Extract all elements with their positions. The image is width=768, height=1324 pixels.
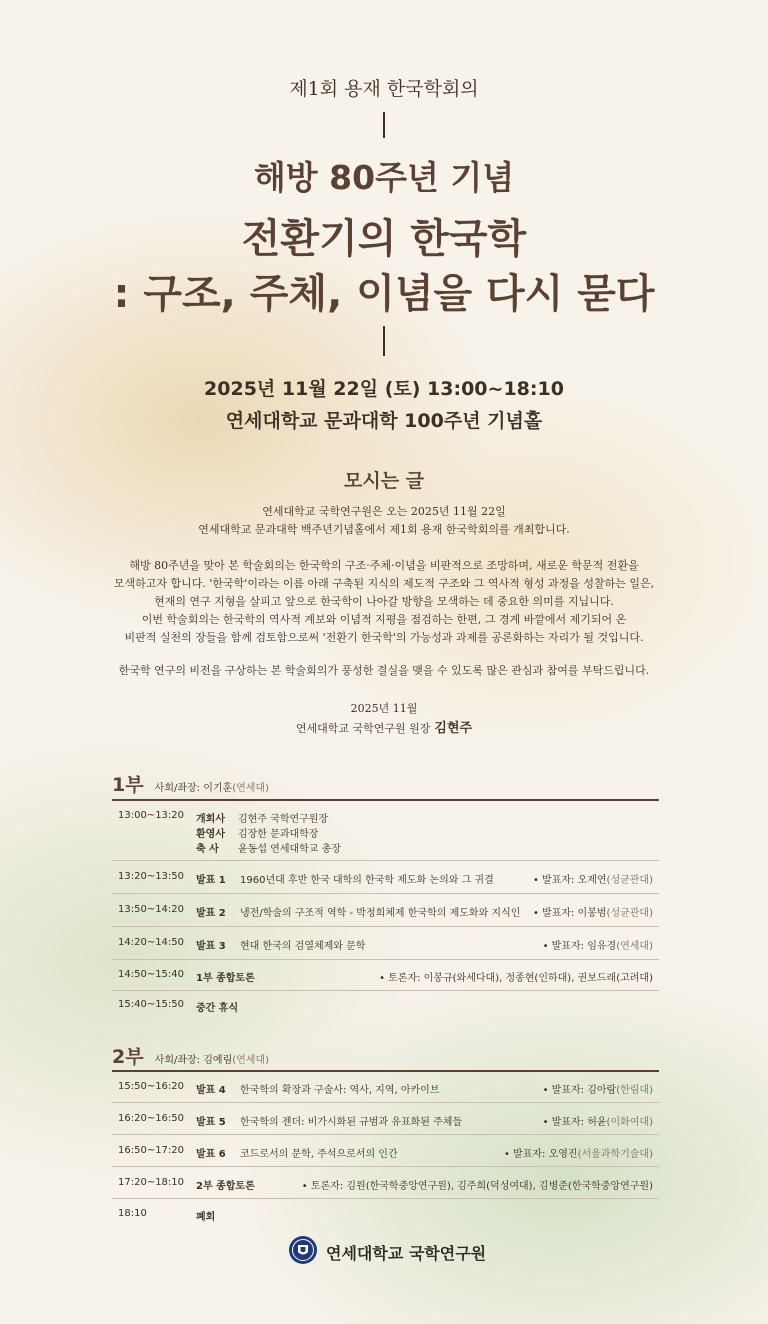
speaker-name: • 발표자: 허윤 — [542, 1117, 607, 1128]
divider-bar-bottom — [383, 326, 385, 356]
row-label: 폐회 — [196, 1212, 216, 1223]
moderator-role: 사회/좌장: — [154, 1055, 201, 1066]
speaker-affiliation: (이화여대) — [606, 1117, 653, 1128]
invitation-line: 이번 학술회의는 한국학의 역사적 계보와 이념적 지평을 점검하는 한편, 그 경계 바깥에서 제기되어 온 — [141, 613, 627, 626]
row-label: 발표 5 — [196, 1117, 226, 1128]
moderator-name: 김예림 — [203, 1055, 233, 1066]
program-row — [112, 991, 659, 1019]
row-time: 14:50~15:40 — [118, 969, 185, 980]
subtitle: 해방 80주년 기념 — [253, 158, 515, 197]
opening-role: 축 사 — [196, 844, 219, 855]
program-row — [112, 894, 659, 927]
row-time: 13:20~13:50 — [118, 871, 185, 882]
invitation-paragraph-3: 한국학 연구의 비전을 구상하는 본 학술회의가 풍성한 결실을 맺을 수 있도록 많은 관심과 참여를 부탁드립니다. — [118, 664, 650, 677]
row-title: 코드로서의 문학, 주석으로서의 인간 — [240, 1149, 398, 1160]
opening-role: 환영사 — [196, 829, 225, 840]
row-title: 한국학의 확장과 구술사: 역사, 지역, 아카이브 — [240, 1085, 440, 1096]
invitation-line: 연세대학교 문과대학 백주년기념홀에서 제1회 용재 한국학회의를 개최합니다. — [198, 523, 570, 536]
row-label: 발표 4 — [196, 1085, 226, 1096]
moderator-affiliation: (연세대) — [232, 783, 270, 794]
session-1-header — [112, 770, 269, 797]
row-speaker — [543, 1113, 653, 1128]
divider-bar-top — [383, 112, 385, 138]
row-time: 16:50~17:20 — [118, 1145, 185, 1156]
opening-desc: 국학연구원장 — [270, 814, 329, 825]
row-speaker — [543, 937, 653, 952]
row-speaker — [533, 904, 653, 919]
row-speaker: • 토론자: 이봉규(와세다대), 정종현(인하대), 권보드래(고려대) — [379, 973, 653, 984]
row-time: 15:50~16:20 — [118, 1081, 185, 1092]
opening-name: 김현주 — [238, 814, 267, 825]
row-time: 14:20~14:50 — [118, 937, 185, 948]
opening-item — [196, 825, 318, 840]
row-label: 중간 휴식 — [196, 1003, 239, 1014]
signature-date: 2025년 11월 — [350, 702, 418, 715]
speaker-affiliation: (성균관대) — [606, 908, 653, 919]
program-row — [112, 861, 659, 894]
moderator-role: 사회/좌장: — [154, 783, 201, 794]
row-label: 2부 종합토론 — [196, 1181, 255, 1192]
series-title: 제1회 용재 한국학회의 — [289, 78, 479, 100]
opening-desc: 연세대학교 총장 — [270, 844, 341, 855]
row-title: 현대 한국의 검열체제와 문학 — [240, 941, 366, 952]
opening-role: 개회사 — [196, 814, 225, 825]
row-speaker — [543, 1081, 653, 1096]
row-title: 냉전/학술의 구조적 역학 - 박정희체제 한국학의 제도화와 지식인 — [240, 908, 521, 919]
program-row — [112, 1167, 659, 1199]
event-venue: 연세대학교 문과대학 100주년 기념홀 — [225, 410, 543, 432]
program-row — [112, 960, 659, 991]
speaker-name: • 발표자: 오제연 — [532, 875, 607, 886]
main-title-line1: 전환기의 한국학 — [241, 216, 527, 262]
program-row — [112, 927, 659, 960]
footer-organization — [288, 1235, 488, 1267]
moderator-name: 이기훈 — [203, 783, 233, 794]
row-label: 1부 종합토론 — [196, 973, 255, 984]
session-1-label: 1부 — [112, 774, 144, 796]
row-label: 발표 1 — [196, 875, 226, 886]
signature-name: 김현주 — [434, 721, 473, 736]
row-time: 13:00~13:20 — [118, 810, 185, 821]
row-title: 한국학의 젠더: 비가시화된 규범과 유표화된 주체들 — [240, 1117, 463, 1128]
program-row — [112, 1135, 659, 1167]
opening-row — [112, 801, 659, 861]
opening-desc: 문과대학장 — [270, 829, 319, 840]
row-time: 13:50~14:20 — [118, 904, 185, 915]
program-row — [112, 1103, 659, 1135]
row-speaker — [533, 871, 653, 886]
invitation-paragraph-2 — [0, 557, 768, 647]
speaker-name: • 발표자: 오영진 — [503, 1149, 578, 1160]
invitation-heading: 모시는 글 — [343, 470, 425, 492]
row-time: 18:10 — [118, 1208, 147, 1219]
row-label: 발표 2 — [196, 908, 226, 919]
organization-name: 연세대학교 국학연구원 — [326, 1244, 487, 1263]
moderator-affiliation: (연세대) — [232, 1055, 270, 1066]
invitation-line: 현재의 연구 지형을 살피고 앞으로 한국학이 나아갈 방향을 모색하는 데 중요한 의미를 지닙니다. — [154, 595, 614, 608]
program-row — [112, 1199, 659, 1227]
event-date: 2025년 11월 22일 (토) 13:00~18:10 — [204, 378, 564, 400]
invitation-line: 해방 80주년을 맞아 본 학술회의는 한국학의 구조·주체·이념을 비판적으로 조망하며, 새로운 학문적 전환을 — [129, 559, 639, 572]
speaker-affiliation: (서울과학기술대) — [577, 1149, 653, 1160]
row-label: 발표 3 — [196, 941, 226, 952]
speaker-affiliation: (성균관대) — [606, 875, 653, 886]
yonsei-emblem-icon — [288, 1235, 318, 1265]
speaker-affiliation: (연세대) — [616, 941, 653, 952]
signature — [0, 720, 768, 738]
speaker-name: • 발표자: 임유경 — [542, 941, 617, 952]
opening-item — [196, 840, 341, 855]
session-1-moderator — [155, 783, 269, 794]
invitation-paragraph-1 — [0, 503, 768, 539]
row-title: 1960년대 후반 한국 대학의 한국학 제도화 논의와 그 귀결 — [240, 875, 494, 886]
invitation-line: 연세대학교 국학연구원은 오는 2025년 11월 22일 — [262, 505, 506, 518]
speaker-name: • 발표자: 이봉범 — [532, 908, 607, 919]
row-time: 17:20~18:10 — [118, 1177, 185, 1188]
row-label: 발표 6 — [196, 1149, 226, 1160]
invitation-line: 모색하고자 합니다. '한국학'이라는 이름 아래 구축된 지식의 제도적 구조와 그 역사적 형성 과정을 성찰하는 일은, — [113, 577, 655, 590]
signature-title: 연세대학교 국학연구원 원장 — [295, 722, 431, 735]
opening-name: 윤동섭 — [238, 844, 267, 855]
opening-name: 김장한 — [238, 829, 267, 840]
session-2-label: 2부 — [112, 1046, 144, 1068]
row-time: 16:20~16:50 — [118, 1113, 185, 1124]
opening-item — [196, 810, 328, 825]
row-time: 15:40~15:50 — [118, 999, 185, 1010]
program-row — [112, 1072, 659, 1103]
session-2-moderator — [155, 1055, 269, 1066]
row-speaker: • 토론자: 김원(한국학중앙연구원), 김주희(덕성여대), 김병준(한국학중앙연구원) — [301, 1181, 653, 1192]
main-title-line2: : 구조, 주체, 이념을 다시 묻다 — [113, 271, 655, 317]
invitation-line: 비판적 실천의 장들을 함께 검토함으로써 '전환기 한국학'의 가능성과 과제를 공론화하는 자리가 될 것입니다. — [124, 631, 644, 644]
speaker-name: • 발표자: 김아람 — [542, 1085, 617, 1096]
speaker-affiliation: (한림대) — [616, 1085, 653, 1096]
session-2-header — [112, 1042, 269, 1069]
row-speaker — [504, 1145, 653, 1160]
